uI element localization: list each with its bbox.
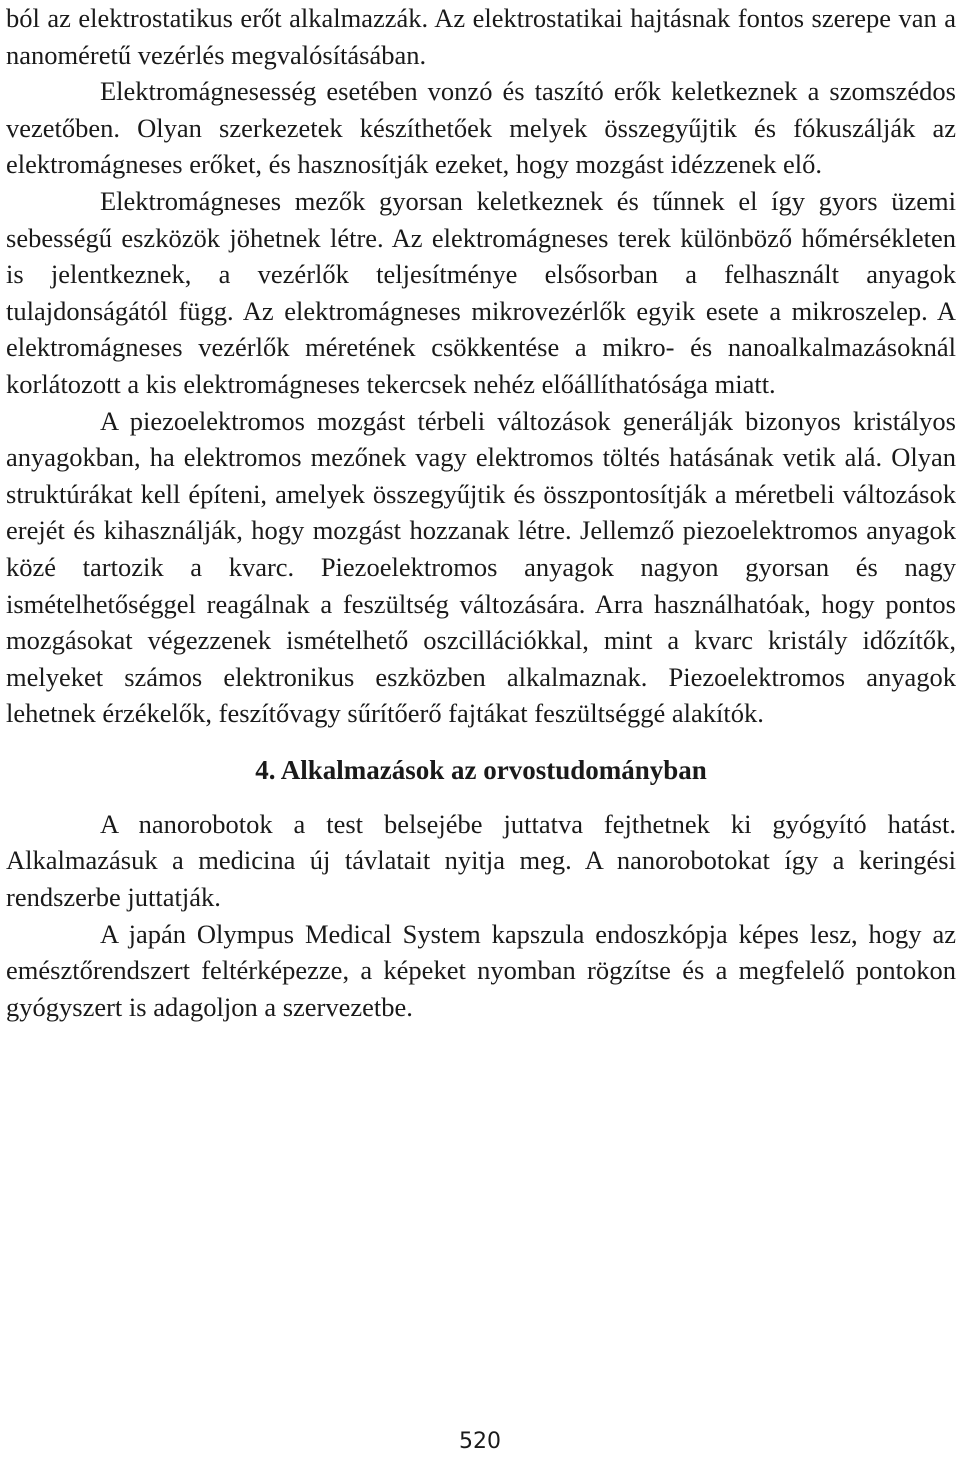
paragraph-electrostatic-continuation: ból az elektrostatikus erőt alkalmazzák. Az elektrostatikai hajtásnak fontos szerepe van a nanoméretű vezérlés megvalósításában. — [6, 3, 956, 70]
paragraph-olympus-capsule: A japán Olympus Medical System kapszula endoszkópja képes lesz, hogy az emésztőrendszert feltérképezze, a képeket nyomban rögzítse és a megfelelő pontokon gyógyszert is adagoljon a szervezetbe. — [6, 918, 956, 1022]
document-page — [6, 0, 956, 1025]
paragraph-electromagnetism: Elektromágnesesség esetében vonzó és taszító erők keletkeznek a szomszédos vezetőben. Olyan szerkezetek készíthetőek melyek összegyűjtik és fókuszálják az elektromágneses erőket, és hasznosítják ezeket, hogy mozgást idézzenek elő. — [6, 76, 956, 180]
page-number: 520 — [459, 1429, 501, 1454]
paragraph-piezoelectric: A piezoelektromos mozgást térbeli változások generálják bizonyos kristályos anyagokban, ha elektromos mezőnek vagy elektromos töltés hatásának vetik alá. Olyan struktúrákat kell építeni, amelyek összegyűjtik és összpontosítják a méretbeli változások erejét és kihasználják, hogy mozgást hozzanak létre. Jellemző piezoelektromos anyagok közé tartozik a kvarc. Piezoelektromos anyagok nagyon gyorsan és nagy ismételhetőséggel reagálnak a feszültség változására. Arra használhatóak, hogy pontos mozgásokat végezzenek ismételhető oszcillációkkal, mint a kvarc kristály időzítők, melyeket számos elektronikus eszközben alkalmaznak. Piezoelektromos anyagok lehetnek érzékelők, feszítővagy sűrítőerő fajtákat feszültséggé alakítók. — [6, 405, 956, 729]
section-heading: 4. Alkalmazások az orvostudományban — [255, 754, 707, 785]
paragraph-electromagnetic-fields: Elektromágneses mezők gyorsan keletkeznek és tűnnek el így gyors üzemi sebességű eszközök jöhetnek létre. Az elektromágneses terek különböző hőmérsékleten is jelentkeznek, a vezérlők teljesítménye elsősorban a felhasznált anyagok tulajdonságától függ. Az elektromágneses mikrovezérlők egyik esete a mikroszelep. A elektromágneses vezérlők méretének csökkentése a mikro- és nanoalkalmazásoknál korlátozott a kis elektromágneses tekercsek nehéz előállíthatósága miatt. — [6, 185, 956, 399]
paragraph-nanorobots: A nanorobotok a test belsejébe juttatva fejthetnek ki gyógyító hatást. Alkalmazásuk a medicina új távlatait nyitja meg. A nanorobotokat így a keringési rendszerbe juttatják. — [6, 808, 956, 913]
